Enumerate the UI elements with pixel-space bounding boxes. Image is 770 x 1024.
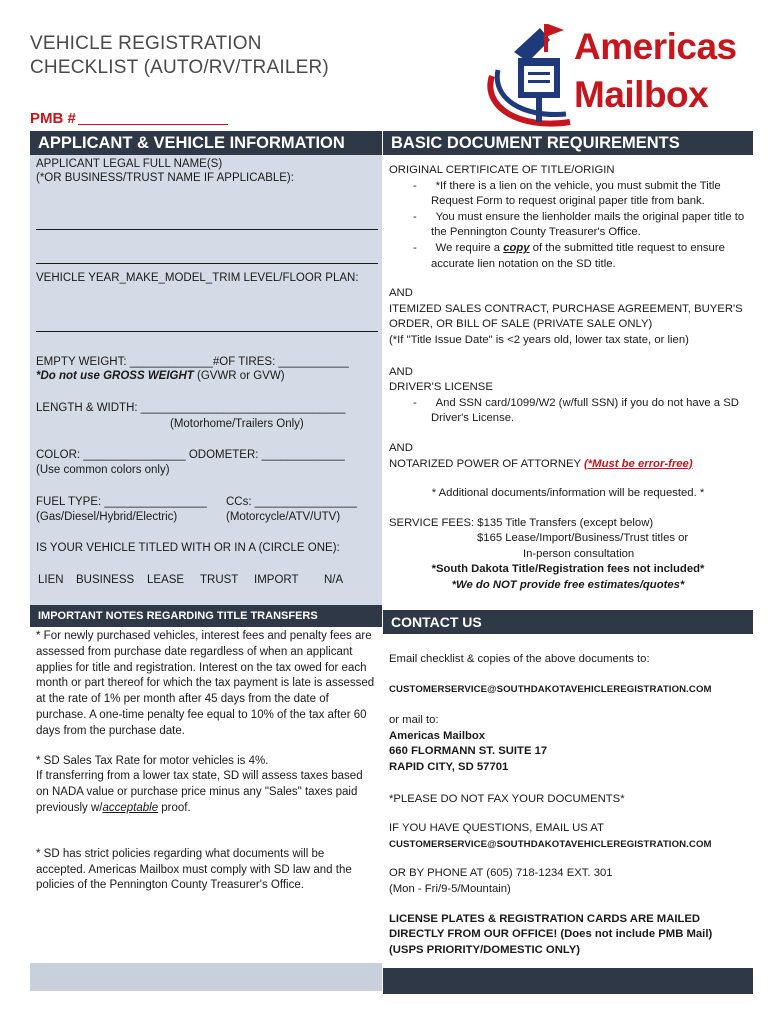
title-line-1: VEHICLE REGISTRATION (30, 33, 262, 54)
titled-option-lien[interactable]: LIEN (38, 574, 64, 586)
cc-line[interactable]: CCs: ________________ (226, 496, 358, 508)
email-address-link[interactable]: CUSTOMERSERVICE@SOUTHDAKOTAVEHICLEREGISTRATION.COM (389, 683, 712, 695)
cc-note: (Motorcycle/ATV/UTV) (226, 511, 341, 523)
note-interest: * For newly purchased vehicles, interest fees and penalty fees are assessed from purchase date regardless of when an applicant applies for title and registration. Interest on the tax owed for each month or part thereof for which the tax payment is late is assessed at the rate of 1% per month after 45 days from the date of purchase. A one-time penalty fee equal to 10% of the tax after 60 days from the purchase date. (36, 630, 375, 737)
weight-note (36, 369, 376, 383)
fees-line-3: In-person consultation (523, 547, 635, 560)
note-policies: * SD has strict policies regarding what documents will be accepted. Americas Mailbox must comply with SD law and the policies of the Pennington County Treasurer's Office. (36, 847, 352, 892)
lien-bullet-1: - *If there is a lien on the vehicle, you must submit the Title Request Form to request original paper title from bank. (413, 179, 721, 208)
questions-line: IF YOU HAVE QUESTIONS, EMAIL US AT (389, 822, 604, 835)
fees-line-1: SERVICE FEES: $135 Title Transfers (except below) (389, 516, 654, 529)
additional-docs-note: * Additional documents/information will be requested. * (431, 487, 705, 500)
applicant-panel (30, 131, 382, 1017)
weight-note-bold: *Do not use GROSS WEIGHT (36, 370, 194, 382)
name-line-1[interactable] (36, 229, 378, 230)
license-bullet: - And SSN card/1099/W2 (w/full SSN) if you do not have a SD Driver's License. (413, 396, 739, 425)
title-requirement: ORIGINAL CERTIFICATE OF TITLE/ORIGIN (389, 164, 615, 176)
vehicle-line[interactable] (36, 331, 378, 332)
pmb-label: PMB # (30, 110, 76, 127)
document-requirements-panel (383, 131, 753, 1017)
address-line-1: Americas Mailbox (389, 729, 486, 742)
and-2: AND (389, 365, 413, 378)
address-line-2: 660 FLORMANN ST. SUITE 17 (389, 745, 548, 758)
name-line-2[interactable] (36, 263, 378, 264)
contact-info (383, 634, 753, 968)
titled-option-business[interactable]: BUSINESS (76, 574, 135, 586)
titled-option-trust[interactable]: TRUST (200, 574, 239, 586)
titled-question: IS YOUR VEHICLE TITLED WITH OR IN A (CIRCLE ONE): (36, 542, 340, 554)
fuel-note: (Gas/Diesel/Hybrid/Electric) (36, 511, 178, 523)
no-fax-note: *PLEASE DO NOT FAX YOUR DOCUMENTS* (389, 792, 625, 805)
fees-line-2: $165 Lease/Import/Business/Trust titles or (477, 532, 689, 545)
name-note: (*OR BUSINESS/TRUST NAME IF APPLICABLE): (36, 172, 294, 184)
page-title (30, 32, 329, 80)
fees-line-4: *South Dakota Title/Registration fees not included* (431, 563, 705, 576)
right-footer-bar (383, 968, 753, 994)
vehicle-label: VEHICLE YEAR_MAKE_MODEL_TRIM LEVEL/FLOOR PLAN: (36, 272, 359, 284)
note-tax-transfer: If transferring from a lower tax state, SD will assess taxes based on NADA value or purchase price minus any "Sales" taxes paid previously w/acceptable proof. (36, 770, 363, 814)
mail-intro: or mail to: (389, 714, 439, 727)
and-3: AND (389, 441, 413, 454)
note-tax-rate: * SD Sales Tax Rate for motor vehicles is 4%. (36, 754, 269, 767)
sales-requirement: ITEMIZED SALES CONTRACT, PURCHASE AGREEMENT, BUYER'S ORDER, OR BILL OF SALE (PRIVATE SALE ONLY) (389, 302, 743, 331)
fees-line-5: *We do NOT provide free estimates/quotes* (451, 579, 685, 592)
hours-line: (Mon - Fri/9-5/Mountain) (389, 882, 511, 895)
applicant-form (30, 155, 382, 605)
pmb-field[interactable] (30, 110, 228, 127)
requirements-heading: BASIC DOCUMENT REQUIREMENTS (383, 131, 753, 155)
fuel-line[interactable]: FUEL TYPE: ________________ (36, 496, 207, 508)
email-address-link-2[interactable]: CUSTOMERSERVICE@SOUTHDAKOTAVEHICLEREGISTRATION.COM (389, 838, 712, 850)
sales-note: (*If "Title Issue Date" is <2 years old, lower tax state, or lien) (389, 333, 689, 346)
americas-mailbox-logo (478, 18, 740, 130)
address-line-3: RAPID CITY, SD 57701 (389, 760, 509, 773)
requirements-list (383, 155, 753, 610)
pmb-blank-line[interactable] (78, 111, 228, 125)
email-intro: Email checklist & copies of the above documents to: (389, 653, 650, 665)
weight-note-rest: (GVWR or GVW) (193, 370, 285, 382)
color-line[interactable]: COLOR: ________________ ODOMETER: _____________ (36, 449, 345, 461)
length-note: (Motorhome/Trailers Only) (170, 418, 304, 430)
lien-bullet-2: - You must ensure the lienholder mails the original paper title to the Pennington County Treasurer's Office. (413, 210, 745, 239)
poa-requirement: NOTARIZED POWER OF ATTORNEY (*Must be error-free) (389, 457, 693, 470)
title-transfer-notes (30, 627, 382, 963)
notes-heading: IMPORTANT NOTES REGARDING TITLE TRANSFERS (30, 605, 382, 627)
applicant-heading: APPLICANT & VEHICLE INFORMATION (30, 131, 382, 155)
titled-option-lease[interactable]: LEASE (147, 574, 185, 586)
logo-word-americas: Americas (574, 26, 737, 67)
left-footer-bar (30, 963, 382, 991)
weight-line[interactable]: EMPTY WEIGHT: _____________#OF TIRES: ___________ (36, 356, 349, 368)
lien-bullet-3: - We require a copy of the submitted title request to ensure accurate lien notation on the SD title. (413, 241, 725, 270)
license-requirement: DRIVER'S LICENSE (389, 381, 493, 394)
phone-line[interactable]: OR BY PHONE AT (605) 718-1234 EXT. 301 (389, 867, 613, 880)
logo-word-mailbox: Mailbox (574, 74, 709, 115)
length-line[interactable]: LENGTH & WIDTH: ________________________________ (36, 402, 346, 414)
titled-option-import[interactable]: IMPORT (254, 574, 299, 586)
color-note: (Use common colors only) (36, 464, 170, 476)
contact-heading: CONTACT US (383, 610, 753, 634)
name-label: APPLICANT LEGAL FULL NAME(S) (36, 158, 223, 170)
and-1: AND (389, 287, 413, 300)
plates-note: LICENSE PLATES & REGISTRATION CARDS ARE MAILED DIRECTLY FROM OUR OFFICE! (Does not include PMB Mail) (USPS PRIORITY/DOMESTIC ONLY) (389, 912, 713, 956)
title-line-2: CHECKLIST (AUTO/RV/TRAILER) (30, 57, 329, 78)
titled-option-na[interactable]: N/A (324, 574, 344, 586)
